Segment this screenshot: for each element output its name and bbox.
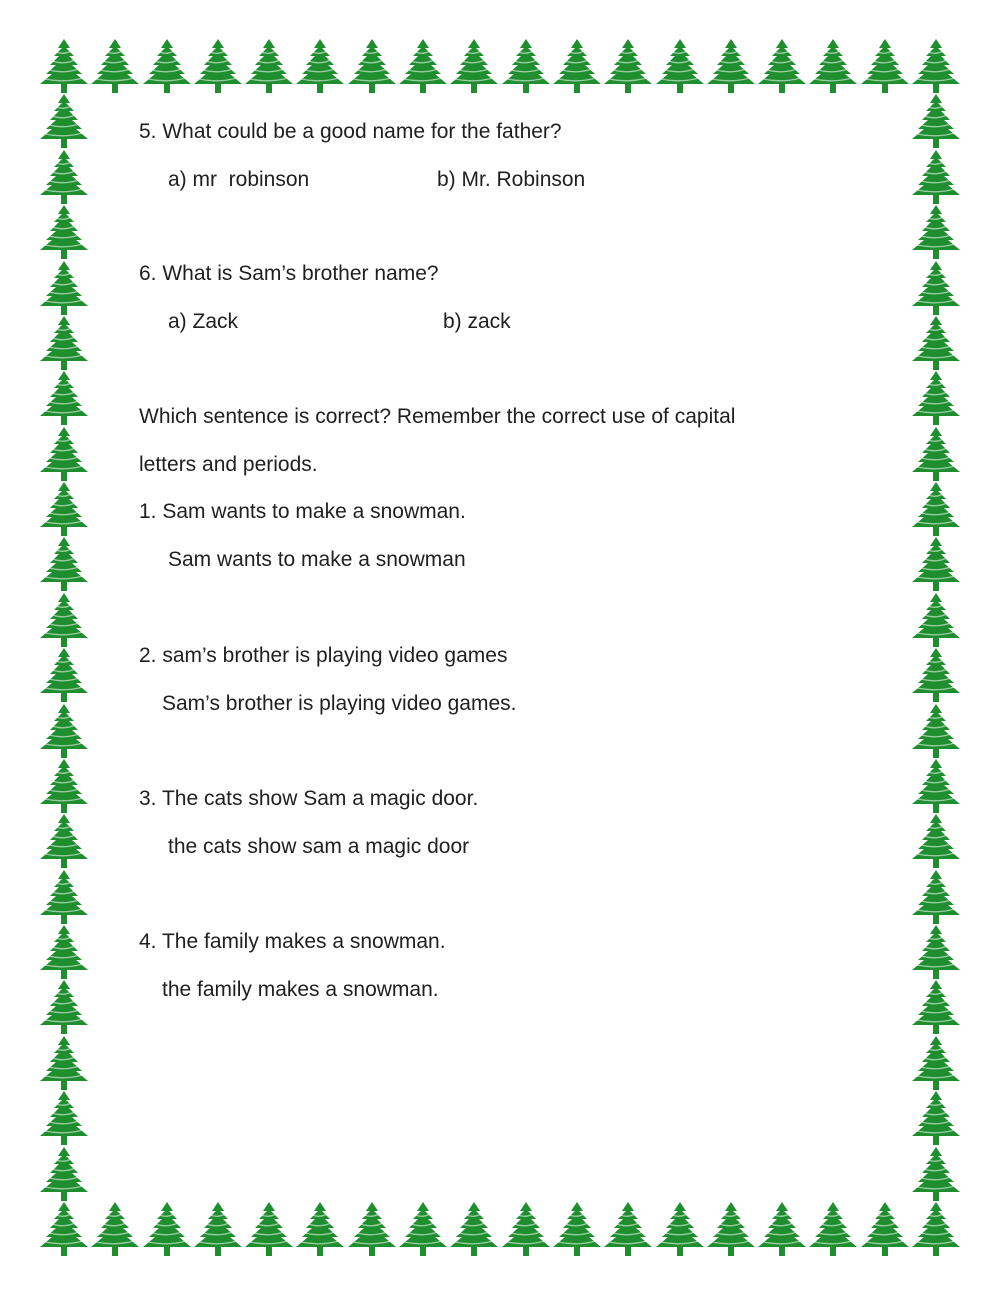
question-5-option-b: b) Mr. Robinson <box>437 168 586 191</box>
item-4-sentence-b: the family makes a snowman. <box>162 978 439 1001</box>
item-4-sentence-a: 4. The family makes a snowman. <box>139 930 446 953</box>
christmas-tree-icon <box>910 260 962 316</box>
christmas-tree-icon <box>38 1201 90 1257</box>
christmas-tree-icon <box>294 1201 346 1257</box>
christmas-tree-icon <box>910 703 962 759</box>
christmas-tree-icon <box>448 38 500 94</box>
christmas-tree-icon <box>910 370 962 426</box>
item-3-sentence-b: the cats show sam a magic door <box>168 835 470 858</box>
item-2-sentence-b: Sam’s brother is playing video games. <box>162 692 517 715</box>
christmas-tree-icon <box>38 1090 90 1146</box>
christmas-tree-icon <box>500 38 552 94</box>
christmas-tree-icon <box>910 1146 962 1202</box>
christmas-tree-icon <box>38 703 90 759</box>
christmas-tree-icon <box>38 869 90 925</box>
question-6-option-b: b) zack <box>443 310 511 333</box>
christmas-tree-icon <box>38 315 90 371</box>
christmas-tree-icon <box>602 38 654 94</box>
instruction-line-1: Which sentence is correct? Remember the correct use of capital <box>139 405 736 428</box>
christmas-tree-icon <box>654 38 706 94</box>
christmas-tree-icon <box>38 93 90 149</box>
christmas-tree-icon <box>910 647 962 703</box>
christmas-tree-icon <box>500 1201 552 1257</box>
christmas-tree-icon <box>756 38 808 94</box>
question-5: 5. What could be a good name for the father? <box>139 120 562 143</box>
christmas-tree-icon <box>38 149 90 205</box>
christmas-tree-icon <box>89 38 141 94</box>
christmas-tree-icon <box>910 979 962 1035</box>
instruction-line-2: letters and periods. <box>139 453 318 476</box>
christmas-tree-icon <box>910 1201 962 1257</box>
question-6: 6. What is Sam’s brother name? <box>139 262 439 285</box>
christmas-tree-icon <box>705 38 757 94</box>
christmas-tree-icon <box>654 1201 706 1257</box>
christmas-tree-icon <box>346 1201 398 1257</box>
christmas-tree-icon <box>141 38 193 94</box>
christmas-tree-icon <box>397 38 449 94</box>
christmas-tree-icon <box>243 1201 295 1257</box>
christmas-tree-icon <box>192 1201 244 1257</box>
christmas-tree-icon <box>910 481 962 537</box>
item-3-sentence-a: 3. The cats show Sam a magic door. <box>139 787 479 810</box>
christmas-tree-icon <box>705 1201 757 1257</box>
christmas-tree-icon <box>38 647 90 703</box>
christmas-tree-icon <box>38 204 90 260</box>
christmas-tree-icon <box>859 1201 911 1257</box>
christmas-tree-icon <box>910 813 962 869</box>
christmas-tree-icon <box>38 758 90 814</box>
christmas-tree-icon <box>448 1201 500 1257</box>
christmas-tree-icon <box>859 38 911 94</box>
christmas-tree-icon <box>192 38 244 94</box>
christmas-tree-icon <box>910 93 962 149</box>
christmas-tree-icon <box>38 260 90 316</box>
christmas-tree-icon <box>38 426 90 482</box>
christmas-tree-icon <box>38 370 90 426</box>
christmas-tree-icon <box>756 1201 808 1257</box>
christmas-tree-icon <box>551 38 603 94</box>
christmas-tree-icon <box>910 149 962 205</box>
christmas-tree-icon <box>38 979 90 1035</box>
christmas-tree-icon <box>910 315 962 371</box>
christmas-tree-icon <box>243 38 295 94</box>
christmas-tree-icon <box>910 1035 962 1091</box>
christmas-tree-icon <box>602 1201 654 1257</box>
christmas-tree-icon <box>141 1201 193 1257</box>
christmas-tree-icon <box>910 536 962 592</box>
christmas-tree-icon <box>910 758 962 814</box>
christmas-tree-icon <box>89 1201 141 1257</box>
item-2-sentence-a: 2. sam’s brother is playing video games <box>139 644 508 667</box>
question-5-option-a: a) mr robinson <box>168 168 310 191</box>
item-1-sentence-b: Sam wants to make a snowman <box>168 548 466 571</box>
item-1-sentence-a: 1. Sam wants to make a snowman. <box>139 500 466 523</box>
christmas-tree-icon <box>910 204 962 260</box>
christmas-tree-icon <box>807 1201 859 1257</box>
christmas-tree-icon <box>910 426 962 482</box>
christmas-tree-icon <box>910 1090 962 1146</box>
christmas-tree-icon <box>38 813 90 869</box>
christmas-tree-icon <box>910 592 962 648</box>
christmas-tree-icon <box>910 38 962 94</box>
christmas-tree-icon <box>294 38 346 94</box>
christmas-tree-icon <box>551 1201 603 1257</box>
christmas-tree-icon <box>38 924 90 980</box>
christmas-tree-icon <box>346 38 398 94</box>
christmas-tree-icon <box>38 592 90 648</box>
christmas-tree-icon <box>38 1035 90 1091</box>
christmas-tree-icon <box>38 1146 90 1202</box>
christmas-tree-icon <box>38 38 90 94</box>
christmas-tree-icon <box>397 1201 449 1257</box>
christmas-tree-icon <box>38 481 90 537</box>
christmas-tree-icon <box>910 869 962 925</box>
question-6-option-a: a) Zack <box>168 310 239 333</box>
christmas-tree-icon <box>807 38 859 94</box>
christmas-tree-icon <box>910 924 962 980</box>
christmas-tree-icon <box>38 536 90 592</box>
